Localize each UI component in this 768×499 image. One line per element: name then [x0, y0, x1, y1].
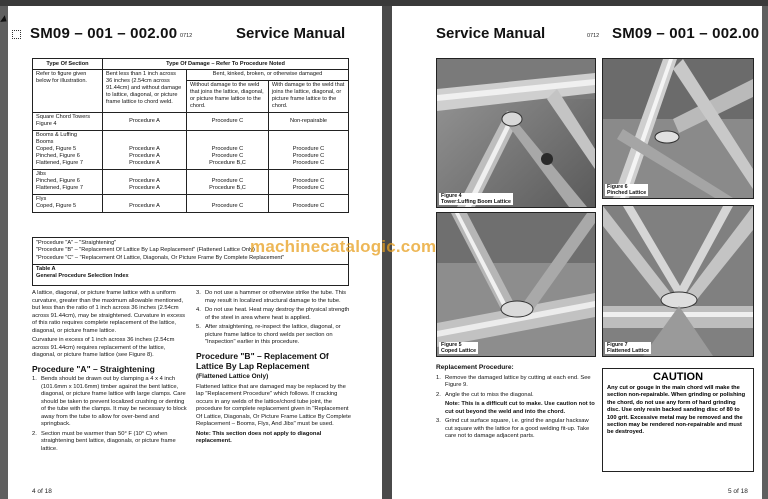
- list-item: 2. Section must be warmer than 50° F (10° C) when straightening bent lattice, diagonals, or picture frame lattice.: [32, 430, 176, 452]
- body-paragraph: Curvature in excess of 1 inch across 36 inches (2.54cm across 91.44cm) requires replacement of the lattice, diagonal, or picture frame lattice (see Figure 8).: [32, 337, 175, 359]
- table-cell-section: Jibs Pinched, Figure 6 Flattened, Figure 7: [33, 169, 103, 194]
- table-with-cell: With damage to the weld that joins the lattice, diagonal, or picture frame lattice to the chord.: [268, 80, 348, 112]
- document-code: SM09 – 001 – 002.00: [612, 25, 760, 42]
- list-item: 3. Grind cut surface square, i.e. grind the angular hacksaw cut square with the lattice for a good welding fit-up. Take care not to damage adjacent parts.: [436, 418, 590, 440]
- figure-7-photo: [602, 205, 754, 357]
- list-item: 5. After straightening, re-inspect the lattice, diagonal, or picture frame lattice to chord welds per section on "Inspection" earlier in this procedure.: [196, 324, 341, 346]
- figure-caption: Figure 5 Coped Lattice: [441, 341, 477, 354]
- note-line: "Procedure "C" – "Replacement Of Lattice, Diagonals, Or Picture Frame By Complete Replacement": [36, 254, 285, 261]
- figure-4-photo: [436, 58, 596, 208]
- table-cell: Procedure C Procedure C: [268, 169, 348, 194]
- table-cell: Procedure A: [103, 112, 187, 130]
- table-kinked-cell: Bent, kinked, broken, or otherwise damaged: [187, 69, 349, 80]
- figure-6-photo: [602, 58, 754, 199]
- table-cell-section: Square Chord Towers Figure 4: [33, 112, 103, 130]
- revision-date: 0712: [587, 33, 600, 39]
- list-item: 3. Do not use a hammer or otherwise strike the tube. This may result in localized structural damage to the tube.: [196, 290, 347, 304]
- table-cell: Procedure C: [268, 194, 348, 212]
- caution-box: [602, 368, 754, 472]
- left-column: [32, 290, 188, 455]
- table-row: [33, 194, 349, 212]
- table-cell: Procedure A Procedure A: [103, 169, 187, 194]
- table-cell: Procedure C Procedure B,C: [187, 169, 269, 194]
- page-number: 5 of 18: [728, 488, 748, 495]
- table-cell-section: Booms & Luffing Booms Coped, Figure 5 Pinched, Figure 6 Flattened, Figure 7: [33, 130, 103, 169]
- figure-caption: Figure 4 Tower:Luffing Boom Lattice: [441, 192, 511, 205]
- section-subheading: (Flattened Lattice Only): [196, 373, 269, 381]
- figure-caption: Figure 7 Flattened Lattice: [607, 341, 650, 354]
- page-select-checkbox[interactable]: [12, 30, 21, 39]
- table-head-section: Type Of Section: [33, 59, 103, 70]
- table-refer-cell: Refer to figure given below for illustration.: [33, 69, 103, 112]
- table-cell: Procedure C Procedure C Procedure C: [268, 130, 348, 169]
- table-head-damage: Type Of Damage – Refer To Procedure Noted: [103, 59, 349, 70]
- table-cell: Procedure A: [103, 194, 187, 212]
- caution-text: Any cut or gouge in the main chord will make the section non-repairable. When grinding or polishing the chord, do not use any form of hard grinding disc. Use only resin backed sanding disc of 80 to 100 grit. Excessive metal may be removed and the section may be rendered non-repairable and must be destroyed.: [607, 385, 746, 436]
- body-paragraph: Flattened lattice that are damaged may be replaced by the lap "Replacement Procedure" which follows. If cracking occurs in any welds of the lattice/chord tube joint, the procedure for complete replacement given in "Replacement Of Lattice, Diagonals, Or Picture Frame Lattice By Complete Replacement – Booms, Flys, And Jibs" must be used.: [196, 383, 351, 428]
- list-item: 1. Remove the damaged lattice by cutting at each end. See Figure 9.: [436, 374, 591, 389]
- table-caption: Table A: [36, 265, 56, 272]
- watermark-text: machinecatalogic.com: [250, 237, 437, 256]
- figure-5-photo: [436, 212, 596, 357]
- note-text: Note: This is a difficult cut to make. Use caution not to cut out beyond the weld and into the chord.: [445, 401, 595, 415]
- section-heading-proc-b: Procedure "B" – Replacement Of Lattice By Lap Replacement: [196, 350, 329, 371]
- page-number: 4 of 18: [32, 488, 52, 495]
- section-heading-proc-a: Procedure "A" – Straightening: [32, 363, 155, 374]
- revision-date: 0712: [180, 33, 193, 39]
- table-cell: Procedure C: [187, 194, 269, 212]
- note-line: "Procedure "B" – "Replacement Of Lattice By Lap Replacement" (Flattened Lattice Only): [36, 247, 255, 254]
- caution-title: CAUTION: [652, 371, 704, 383]
- table-cell: Procedure C: [187, 112, 269, 130]
- list-item: 4. Do not use heat. Heat may destroy the physical strength of the steel in area where heat is applied.: [196, 307, 350, 321]
- table-row: [33, 112, 349, 130]
- table-row: [33, 169, 349, 194]
- table-row: [33, 130, 349, 169]
- table-bent-cell: Bent less than 1 inch across 36 inches (2.54cm across 91.44cm) and without damage to lattice, diagonal, or picture frame lattice to chord weld.: [103, 69, 187, 112]
- replacement-heading: Replacement Procedure:: [436, 364, 514, 371]
- procedure-table: [32, 58, 349, 213]
- table-without-cell: Without damage to the weld that joins the lattice, diagonal, or picture frame lattice to the chord.: [187, 80, 269, 112]
- right-column: [196, 290, 353, 448]
- note-line: "Procedure "A" – "Straightening": [36, 240, 117, 246]
- replacement-column: [436, 363, 596, 443]
- right-page: [392, 6, 762, 499]
- table-cell-section: Flys Coped, Figure 5: [33, 194, 103, 212]
- table-cell: Non-repairable: [268, 112, 348, 130]
- figure-caption: Figure 6 Pinched Lattice: [607, 183, 647, 196]
- table-cell: Procedure C Procedure C Procedure B,C: [187, 130, 269, 169]
- list-item: 2. Angle the cut to miss the diagonal.: [436, 391, 534, 398]
- page-title: Service Manual: [236, 25, 346, 42]
- table-cell: Procedure A Procedure A Procedure A: [103, 130, 187, 169]
- list-item: 1. Bends should be drawn out by clamping a 4 x 4 inch (101.6mm x 101.6mm) timber against the bent lattice, diagonal, or picture frame lattice with large clamps. Care should be taken to prevent localized crushing or denting of the tube with the clamps. It may be necessary to block away from the tube to allow for over-bend and springback.: [32, 375, 187, 428]
- body-paragraph: A lattice, diagonal, or picture frame lattice with a uniform curvature, greater than the maximum allowable mentioned, but less than the ratio of 1 inch across 36 inches (2.54cm across 91.44cm), may be straightened. Curvature in excess of this ratio requires complete replacement of the lattice, diagonal, or picture frame lattice.: [32, 290, 186, 334]
- page-title: Service Manual: [436, 25, 546, 42]
- note-text: Note: This section does not apply to diagonal replacement.: [196, 430, 322, 445]
- table-caption-sub: General Procedure Selection Index: [36, 273, 129, 280]
- document-code: SM09 – 001 – 002.00: [30, 25, 178, 42]
